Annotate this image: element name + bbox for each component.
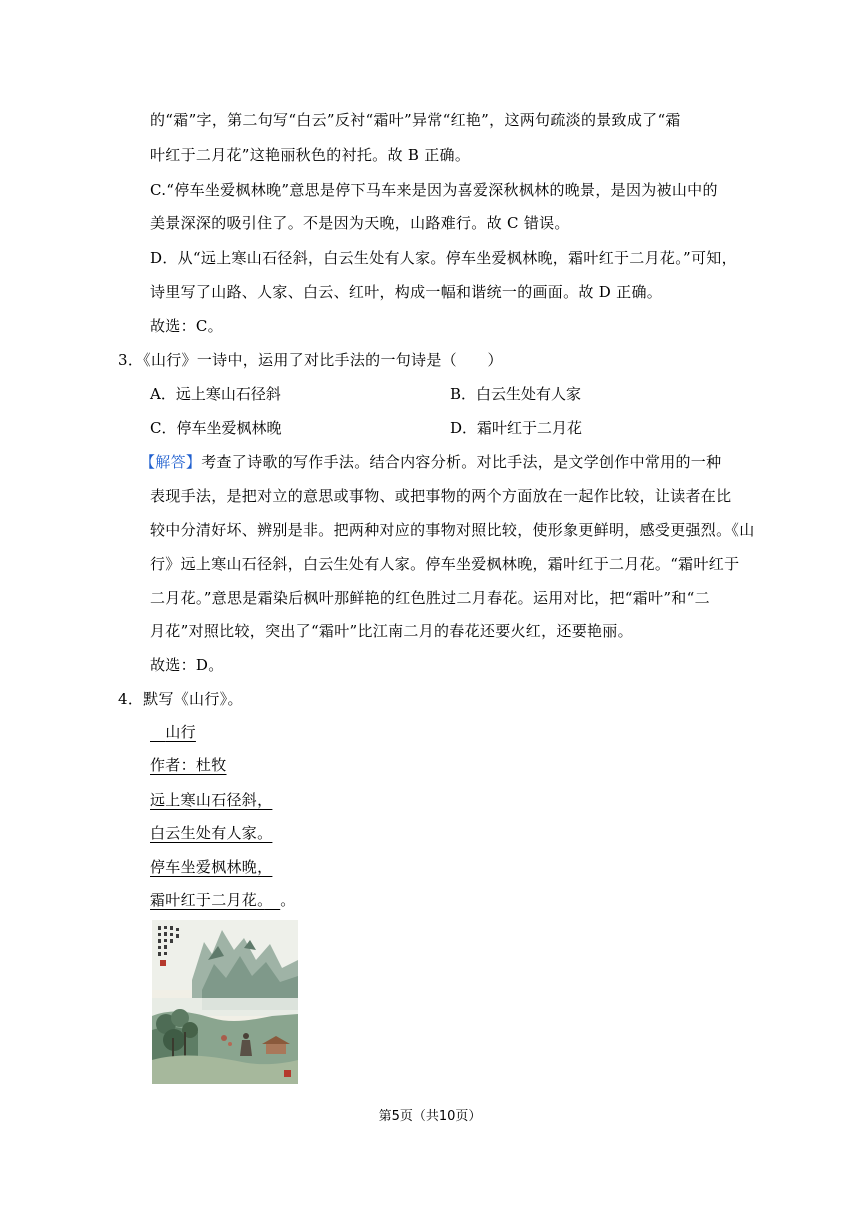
q3-answer: 故选：D。 [150,656,224,674]
landscape-painting-image [152,920,298,1084]
q3-option-a: A．远上寒山石径斜 [150,385,281,403]
q4-poem-line-4-text [150,891,280,909]
q4-poem-line-2-text: 白云生处有人家。 [150,824,273,842]
q2-analysis-line-1: 的“霜”字，第二句写“白云”反衬“霜叶”异常“红艳”，这两句疏淡的景致成了“霜 [150,111,681,129]
q3-jieda-line-3: 较中分清好坏、辨别是非。把两种对应的事物对照比较，使形象更鲜明，感受更强烈。《山 [150,521,755,539]
q4-poem-line-1 [150,790,272,810]
q2-answer: 故选：C。 [150,317,223,335]
q4-poem-title [150,722,196,742]
q2-analysis-line-5: D．从“远上寒山石径斜，白云生处有人家。停车坐爱枫林晚，霜叶红于二月花。”可知， [150,249,737,267]
q4-poem-title-text: 山行 [165,723,196,741]
q4-poem-line-2 [150,823,272,843]
q4-stem: 4．默写《山行》。 [118,690,243,708]
q3-jieda-line-4: 行》远上寒山石径斜，白云生处有人家。停车坐爱枫林晚，霜叶红于二月花。“霜叶红于 [150,555,740,573]
q3-jieda-line-5: 二月花。”意思是霜染后枫叶那鲜艳的红色胜过二月春花。运用对比，把“霜叶”和“二 [150,589,710,607]
q4-author-text: 作者：杜牧 [150,756,227,774]
q3-stem: 3．《山行》一诗中，运用了对比手法的一句诗是（ ） [118,351,503,369]
q2-analysis-line-2: 叶红于二月花”这艳丽秋色的衬托。故 B 正确。 [150,146,471,164]
q3-jieda-line-1 [140,452,721,472]
q3-option-d: D．霜叶红于二月花 [450,419,583,437]
q4-poem-title-underlined [150,723,196,741]
q3-jieda-line-6: 月花”对照比较，突出了“霜叶”比江南二月的春花还要火红，还要艳丽。 [150,622,633,640]
q4-poem-line-4-tail: 。 [280,891,296,909]
jieda-tag: 【解答】 [140,453,202,471]
q2-analysis-line-4: 美景深深的吸引住了。不是因为天晚，山路难行。故 C 错误。 [150,214,570,232]
page-footer: 第5页（共10页） [378,1109,482,1124]
q4-poem-line-3 [150,857,272,877]
q2-analysis-line-3: C.“停车坐爱枫林晚”意思是停下马车来是因为喜爱深秋枫林的晚景，是因为被山中的 [150,181,718,199]
q3-jieda-line-2: 表现手法，是把对立的意思或事物、或把事物的两个方面放在一起作比较，让读者在比 [150,487,732,505]
q4-poem-line-4-body: 霜叶红于二月花。 [150,891,265,909]
q3-option-b: B．白云生处有人家 [450,385,582,403]
q4-poem-line-4 [150,890,296,910]
q3-option-c: C．停车坐爱枫林晚 [150,419,282,437]
landscape-painting-svg [152,920,298,1084]
q3-jieda-first-text: 考查了诗歌的写作手法。结合内容分析。对比手法，是文学创作中常用的一种 [201,453,722,471]
q2-analysis-line-6: 诗里写了山路、人家、白云、红叶，构成一幅和谐统一的画面。故 D 正确。 [150,283,663,301]
q4-poem-line-3-text: 停车坐爱枫林晚， [150,858,273,876]
q4-poem-line-1-text: 远上寒山石径斜， [150,791,273,809]
q4-author [150,755,227,775]
